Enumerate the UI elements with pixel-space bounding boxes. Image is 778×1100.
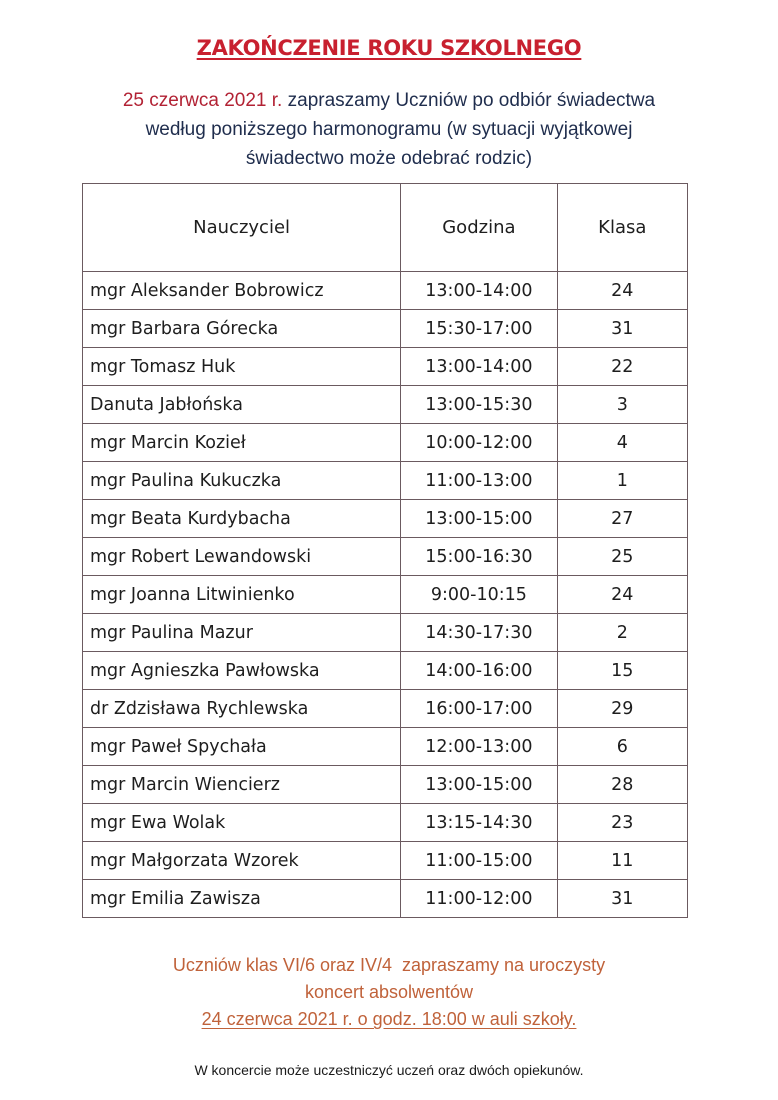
table-row bbox=[83, 386, 688, 424]
intro-line-3: świadectwo może odebrać rodzic) bbox=[245, 148, 533, 169]
teacher-cell: mgr Beata Kurdybacha bbox=[83, 500, 401, 538]
table-row bbox=[83, 614, 688, 652]
table-row bbox=[83, 538, 688, 576]
schedule-table-body bbox=[83, 272, 688, 918]
table-row bbox=[83, 348, 688, 386]
table-row bbox=[83, 728, 688, 766]
teacher-cell: mgr Barbara Górecka bbox=[83, 310, 401, 348]
intro-date: 25 czerwca 2021 r. bbox=[122, 90, 283, 111]
concert-announcement bbox=[0, 952, 778, 1033]
time-cell: 10:00-12:00 bbox=[401, 424, 557, 462]
time-cell: 11:00-13:00 bbox=[401, 462, 557, 500]
teacher-cell: mgr Paweł Spychała bbox=[83, 728, 401, 766]
page-title bbox=[0, 36, 778, 60]
time-cell: 13:00-15:00 bbox=[401, 500, 557, 538]
intro-paragraph bbox=[0, 86, 778, 173]
class-cell: 24 bbox=[557, 576, 687, 614]
intro-line-1 bbox=[0, 86, 778, 115]
header-class: Klasa bbox=[557, 184, 687, 272]
time-cell: 14:30-17:30 bbox=[401, 614, 557, 652]
table-row bbox=[83, 272, 688, 310]
teacher-cell: mgr Aleksander Bobrowicz bbox=[83, 272, 401, 310]
time-cell: 13:00-14:00 bbox=[401, 272, 557, 310]
time-cell: 11:00-12:00 bbox=[401, 880, 557, 918]
concert-date-line: 24 czerwca 2021 r. o godz. 18:00 w auli szkoły. bbox=[201, 1009, 577, 1029]
concert-line-1: Uczniów klas VI/6 oraz IV/4 zapraszamy na uroczysty bbox=[172, 955, 606, 975]
time-cell: 11:00-15:00 bbox=[401, 842, 557, 880]
table-row bbox=[83, 652, 688, 690]
class-cell: 1 bbox=[557, 462, 687, 500]
class-cell: 27 bbox=[557, 500, 687, 538]
teacher-cell: mgr Agnieszka Pawłowska bbox=[83, 652, 401, 690]
teacher-cell: mgr Marcin Kozieł bbox=[83, 424, 401, 462]
teacher-cell: dr Zdzisława Rychlewska bbox=[83, 690, 401, 728]
table-row bbox=[83, 310, 688, 348]
class-cell: 6 bbox=[557, 728, 687, 766]
header-teacher: Nauczyciel bbox=[83, 184, 401, 272]
class-cell: 3 bbox=[557, 386, 687, 424]
table-row bbox=[83, 576, 688, 614]
table-header-row bbox=[83, 184, 688, 272]
time-cell: 13:15-14:30 bbox=[401, 804, 557, 842]
table-row bbox=[83, 880, 688, 918]
intro-line-1-rest: zapraszamy Uczniów po odbiór świadectwa bbox=[282, 90, 656, 111]
time-cell: 16:00-17:00 bbox=[401, 690, 557, 728]
table-row bbox=[83, 462, 688, 500]
time-cell: 12:00-13:00 bbox=[401, 728, 557, 766]
teacher-cell: mgr Emilia Zawisza bbox=[83, 880, 401, 918]
table-row bbox=[83, 804, 688, 842]
class-cell: 11 bbox=[557, 842, 687, 880]
header-time: Godzina bbox=[401, 184, 557, 272]
teacher-cell: mgr Marcin Wiencierz bbox=[83, 766, 401, 804]
page-title-text: ZAKOŃCZENIE ROKU SZKOLNEGO bbox=[196, 36, 582, 60]
class-cell: 31 bbox=[557, 880, 687, 918]
teacher-cell: mgr Ewa Wolak bbox=[83, 804, 401, 842]
intro-line-2: według poniższego harmonogramu (w sytuacji wyjątkowej bbox=[145, 119, 633, 140]
class-cell: 29 bbox=[557, 690, 687, 728]
teacher-cell: mgr Paulina Mazur bbox=[83, 614, 401, 652]
table-row bbox=[83, 424, 688, 462]
table-row bbox=[83, 690, 688, 728]
concert-note: W koncercie może uczestniczyć uczeń oraz dwóch opiekunów. bbox=[194, 1062, 584, 1078]
class-cell: 15 bbox=[557, 652, 687, 690]
time-cell: 14:00-16:00 bbox=[401, 652, 557, 690]
teacher-cell: mgr Paulina Kukuczka bbox=[83, 462, 401, 500]
time-cell: 13:00-14:00 bbox=[401, 348, 557, 386]
time-cell: 15:30-17:00 bbox=[401, 310, 557, 348]
time-cell: 13:00-15:00 bbox=[401, 766, 557, 804]
time-cell: 15:00-16:30 bbox=[401, 538, 557, 576]
teacher-cell: Danuta Jabłońska bbox=[83, 386, 401, 424]
class-cell: 25 bbox=[557, 538, 687, 576]
class-cell: 24 bbox=[557, 272, 687, 310]
class-cell: 23 bbox=[557, 804, 687, 842]
time-cell: 9:00-10:15 bbox=[401, 576, 557, 614]
teacher-cell: mgr Małgorzata Wzorek bbox=[83, 842, 401, 880]
table-row bbox=[83, 766, 688, 804]
concert-line-2: koncert absolwentów bbox=[304, 982, 474, 1002]
class-cell: 2 bbox=[557, 614, 687, 652]
class-cell: 22 bbox=[557, 348, 687, 386]
class-cell: 31 bbox=[557, 310, 687, 348]
schedule-table bbox=[82, 183, 688, 918]
table-row bbox=[83, 842, 688, 880]
teacher-cell: mgr Joanna Litwinienko bbox=[83, 576, 401, 614]
class-cell: 28 bbox=[557, 766, 687, 804]
teacher-cell: mgr Robert Lewandowski bbox=[83, 538, 401, 576]
time-cell: 13:00-15:30 bbox=[401, 386, 557, 424]
table-row bbox=[83, 500, 688, 538]
class-cell: 4 bbox=[557, 424, 687, 462]
teacher-cell: mgr Tomasz Huk bbox=[83, 348, 401, 386]
